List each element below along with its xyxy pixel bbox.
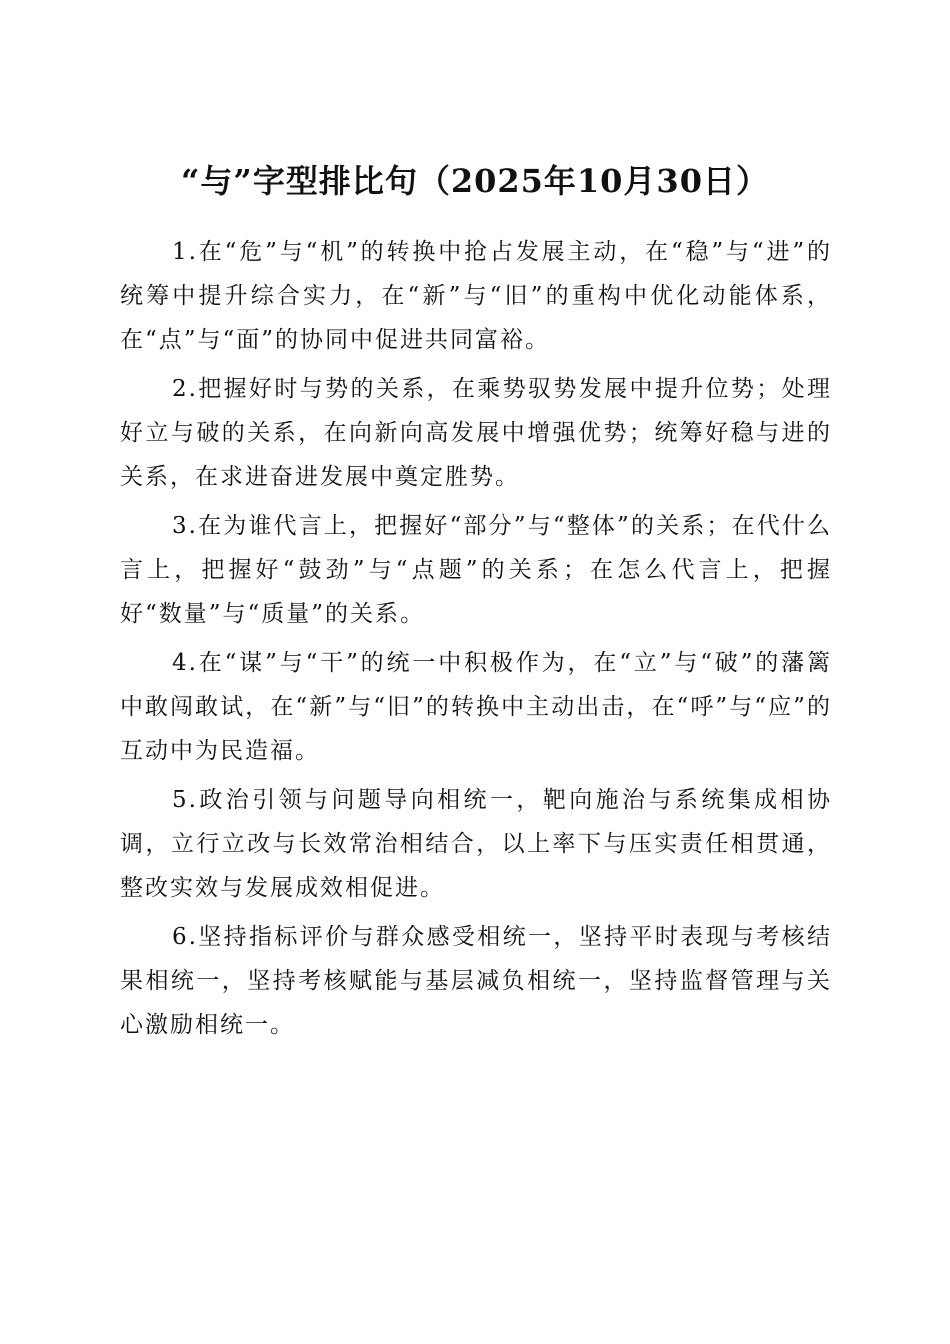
paragraph-2: 2.把握好时与势的关系，在乘势驭势发展中提升位势；处理好立与破的关系，在向新向高发展中增强优势；统筹好稳与进的关系，在求进奋进发展中奠定胜势。: [120, 376, 832, 490]
paragraph-5: 5.政治引领与问题导向相统一，靶向施治与系统集成相协调，立行立改与长效常治相结合，以上率下与压实责任相贯通，整改实效与发展成效相促进。: [120, 787, 832, 901]
paragraph-3: 3.在为谁代言上，把握好“部分”与“整体”的关系；在代什么言上，把握好“鼓劲”与“点题”的关系；在怎么代言上，把握好“数量”与“质量”的关系。: [120, 513, 832, 627]
paragraph-1: 1.在“危”与“机”的转换中抢占发展主动，在“稳”与“进”的统筹中提升综合实力，在“新”与“旧”的重构中优化动能体系，在“点”与“面”的协同中促进共同富裕。: [120, 239, 832, 353]
document-body: [120, 230, 832, 1052]
page-title: “与”字型排比句（2025年10月30日）: [181, 162, 769, 201]
paragraph-6: 6.坚持指标评价与群众感受相统一，坚持平时表现与考核结果相统一，坚持考核赋能与基层减负相统一，坚持监督管理与关心激励相统一。: [120, 924, 832, 1038]
paragraph-4: 4.在“谋”与“干”的统一中积极作为，在“立”与“破”的藩篱中敢闯敢试，在“新”与“旧”的转换中主动出击，在“呼”与“应”的互动中为民造福。: [120, 650, 832, 764]
